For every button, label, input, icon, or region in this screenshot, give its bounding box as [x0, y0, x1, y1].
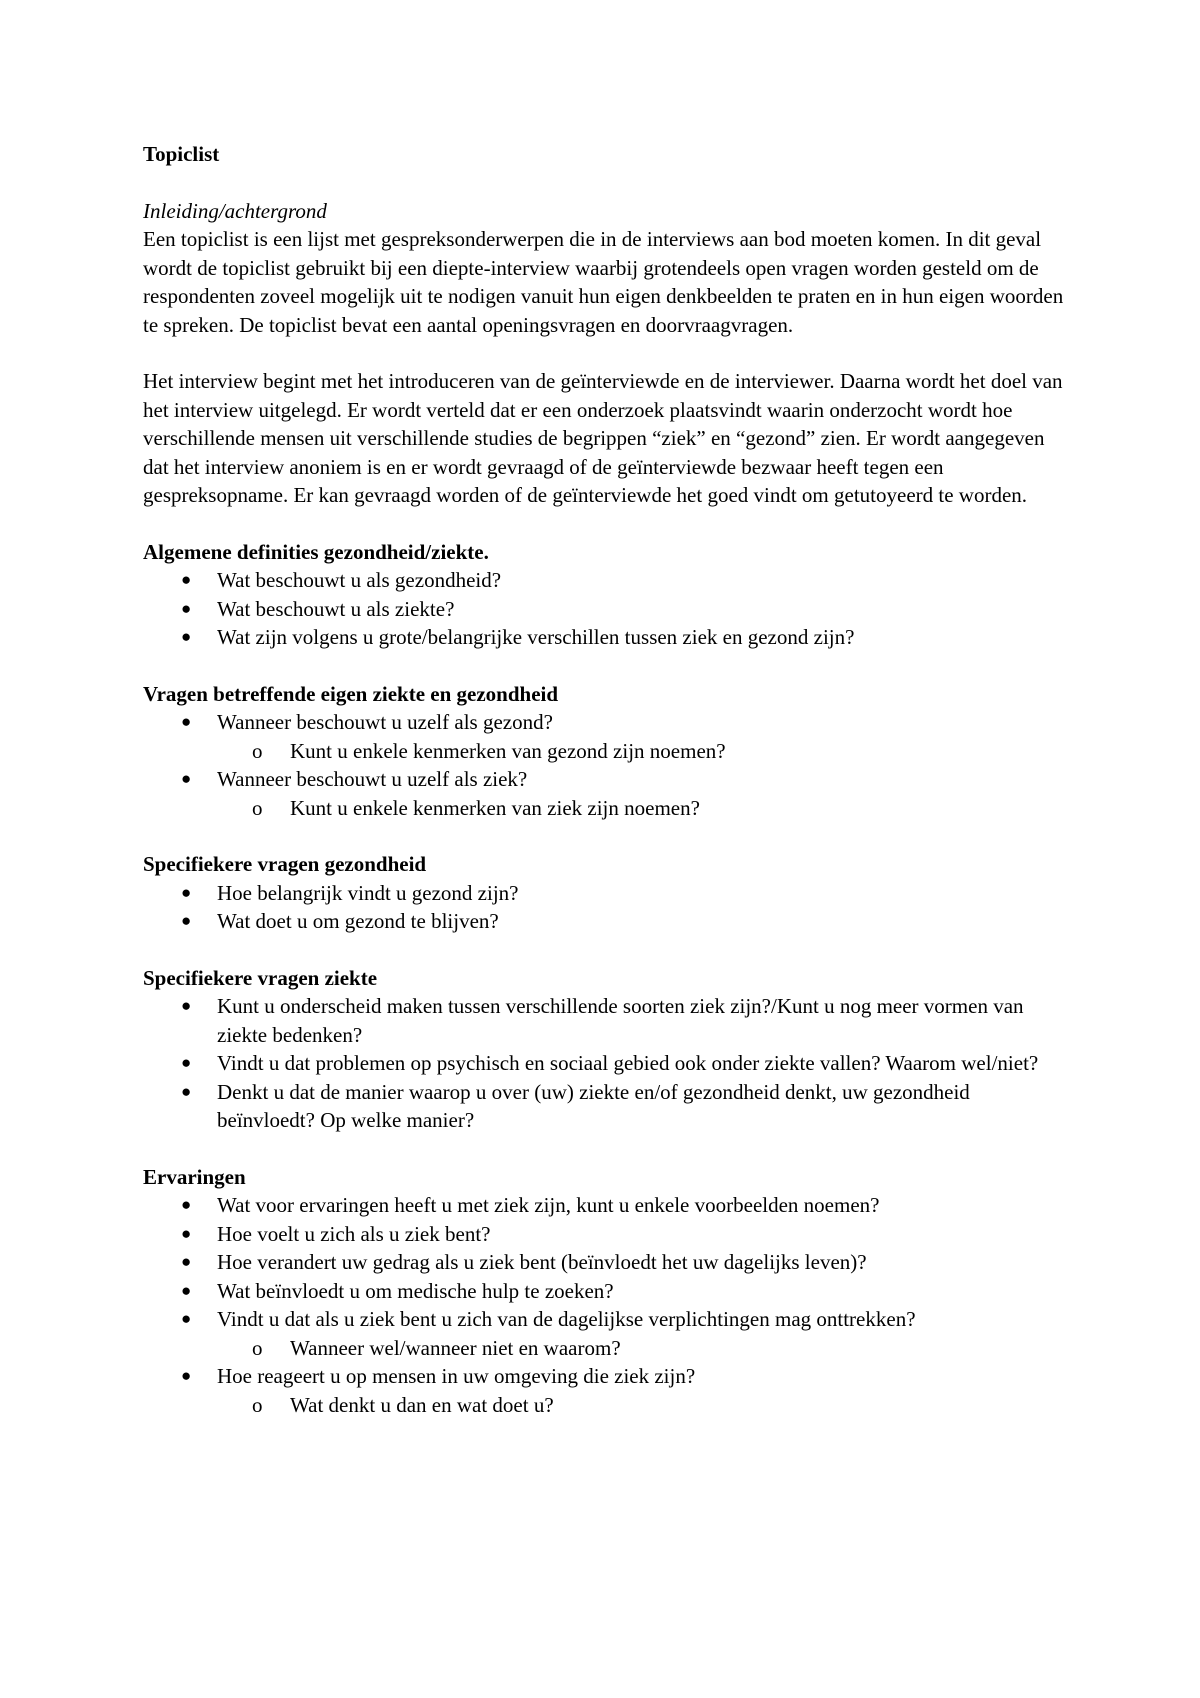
bullet-icon: ●	[181, 882, 192, 902]
question-list	[143, 708, 1073, 822]
bullet-icon: ●	[181, 1280, 192, 1300]
sub-question-item	[217, 794, 1073, 823]
circle-bullet-icon: o	[252, 1392, 263, 1417]
question-text: Vindt u dat als u ziek bent u zich van de dagelijkse verplichtingen mag onttrekken?	[217, 1307, 916, 1331]
question-text: Wat beschouwt u als gezondheid?	[217, 568, 502, 592]
sub-question-list	[217, 1334, 1073, 1363]
bullet-icon: ●	[181, 570, 192, 589]
question-item	[143, 1277, 1073, 1306]
question-item	[143, 765, 1073, 822]
sub-question-item	[217, 1334, 1073, 1363]
sub-question-list	[217, 737, 1073, 766]
bullet-icon: ●	[181, 1195, 192, 1214]
question-text: Wanneer beschouwt u uzelf als gezond?	[217, 710, 553, 734]
intro-paragraph: Het interview begint met het introduceren van de geïnterviewde en de interviewer. Daarna wordt het doel van het interview uitgelegd. Er wordt verteld dat er een onderzoek plaatsvindt waarin onderzocht wordt hoe verschillende mensen uit verschillende studies de begrippen “ziek” en “gezond” zien. Er wordt aangegeven dat het interview anoniem is en er wordt gevraagd of de geïnterviewde bezwaar heeft tegen een gespreksopname. Er kan gevraagd worden of de geïnterviewde het goed vindt om getutoyeerd te worden.	[143, 369, 1063, 507]
circle-bullet-icon: o	[252, 795, 263, 820]
question-text: Hoe verandert uw gedrag als u ziek bent (beïnvloedt het uw dagelijks leven)?	[217, 1250, 867, 1274]
question-list	[143, 566, 1073, 652]
question-item	[143, 1078, 1073, 1135]
circle-bullet-icon: o	[252, 738, 263, 763]
sub-question-text: Wanneer wel/wanneer niet en waarom?	[290, 1335, 621, 1360]
question-text: Denkt u dat de manier waarop u over (uw) ziekte en/of gezondheid denkt, uw gezondheid beïnvloedt? Op welke manier?	[217, 1079, 970, 1132]
section-heading: Algemene definities gezondheid/ziekte.	[143, 539, 489, 564]
question-text: Wat zijn volgens u grote/belangrijke verschillen tussen ziek en gezond zijn?	[217, 625, 855, 649]
topic-section	[143, 964, 1073, 1135]
bullet-icon: ●	[181, 1309, 192, 1328]
section-heading: Ervaringen	[143, 1164, 246, 1189]
question-text: Vindt u dat problemen op psychisch en sociaal gebied ook onder ziekte vallen? Waarom wel/niet?	[217, 1051, 1039, 1075]
question-text: Kunt u onderscheid maken tussen verschillende soorten ziek zijn?/Kunt u nog meer vormen van ziekte bedenken?	[217, 994, 1024, 1047]
question-text: Hoe voelt u zich als u ziek bent?	[217, 1221, 491, 1246]
question-text: Wat doet u om gezond te blijven?	[217, 909, 499, 933]
question-item	[143, 708, 1073, 765]
sub-question-item	[217, 1391, 1073, 1420]
question-text: Wat beïnvloedt u om medische hulp te zoeken?	[217, 1278, 614, 1303]
question-text: Hoe reageert u op mensen in uw omgeving die ziek zijn?	[217, 1364, 696, 1388]
sub-question-list	[217, 794, 1073, 823]
question-text: Wat voor ervaringen heeft u met ziek zijn, kunt u enkele voorbeelden noemen?	[217, 1193, 880, 1217]
bullet-icon: ●	[181, 1252, 192, 1271]
question-list	[143, 1191, 1073, 1419]
bullet-icon: ●	[181, 627, 192, 646]
question-item	[143, 907, 1073, 936]
bullet-icon: ●	[181, 911, 192, 930]
topic-section	[143, 1163, 1073, 1420]
question-item	[143, 595, 1073, 624]
bullet-icon: ●	[181, 1053, 192, 1072]
sub-question-item	[217, 737, 1073, 766]
document-page	[143, 140, 1073, 1419]
question-item	[143, 1191, 1073, 1220]
bullet-icon: ●	[181, 598, 192, 618]
bullet-icon: ●	[181, 1223, 192, 1243]
question-text: Wat beschouwt u als ziekte?	[217, 596, 455, 621]
topic-section	[143, 850, 1073, 936]
question-text: Hoe belangrijk vindt u gezond zijn?	[217, 880, 519, 905]
question-item	[143, 623, 1073, 652]
sub-question-list	[217, 1391, 1073, 1420]
question-item	[143, 992, 1073, 1049]
question-list	[143, 992, 1073, 1135]
question-item	[143, 1220, 1073, 1249]
circle-bullet-icon: o	[252, 1335, 263, 1360]
sub-question-text: Kunt u enkele kenmerken van ziek zijn noemen?	[290, 795, 700, 820]
topic-section	[143, 680, 1073, 823]
question-item	[143, 1362, 1073, 1419]
question-item	[143, 566, 1073, 595]
question-item	[143, 1049, 1073, 1078]
section-heading: Vragen betreffende eigen ziekte en gezondheid	[143, 681, 559, 706]
bullet-icon: ●	[181, 1081, 192, 1101]
question-item	[143, 1248, 1073, 1277]
topic-sections	[143, 538, 1073, 1420]
question-list	[143, 879, 1073, 936]
sub-question-text: Wat denkt u dan en wat doet u?	[290, 1392, 554, 1417]
question-item	[143, 879, 1073, 908]
section-heading: Specifiekere vragen ziekte	[143, 965, 378, 990]
section-heading: Specifiekere vragen gezondheid	[143, 852, 427, 876]
intro-subtitle: Inleiding/achtergrond	[143, 198, 327, 223]
bullet-icon: ●	[181, 1366, 192, 1385]
intro-paragraph: Een topiclist is een lijst met gespreksonderwerpen die in de interviews aan bod moeten komen. In dit geval wordt de topiclist gebruikt bij een diepte-interview waarbij grotendeels open vragen worden gesteld om de respondenten zoveel mogelijk uit te nodigen vanuit hun eigen denkbeelden te praten en in hun eigen woorden te spreken. De topiclist bevat een aantal openingsvragen en doorvraagvragen.	[143, 227, 1064, 337]
bullet-icon: ●	[181, 769, 192, 788]
bullet-icon: ●	[181, 996, 192, 1015]
bullet-icon: ●	[181, 712, 192, 731]
page-title: Topiclist	[143, 142, 220, 166]
sub-question-text: Kunt u enkele kenmerken van gezond zijn noemen?	[290, 738, 726, 763]
question-item	[143, 1305, 1073, 1362]
topic-section	[143, 538, 1073, 652]
question-text: Wanneer beschouwt u uzelf als ziek?	[217, 767, 528, 791]
